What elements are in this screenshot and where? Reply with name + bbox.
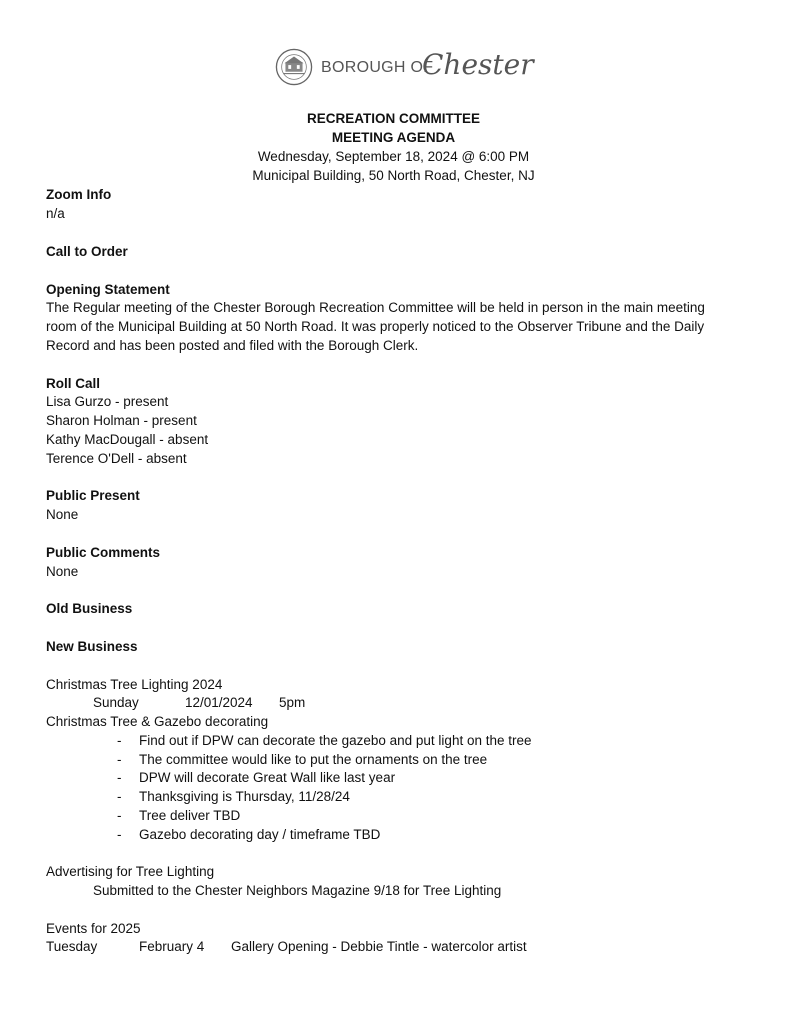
logo-name: Chester — [422, 48, 534, 81]
title-committee: RECREATION COMMITTEE — [307, 111, 480, 126]
call-to-order-heading: Call to Order — [46, 244, 128, 259]
tree-lighting-title: Christmas Tree Lighting 2024 — [46, 677, 223, 692]
list-bullet: - — [117, 789, 122, 804]
opening-line: The Regular meeting of the Chester Borough Recreation Committee will be held in person in the main meeting — [46, 300, 705, 315]
advertising-title: Advertising for Tree Lighting — [46, 864, 215, 879]
tree-lighting-day: Sunday — [93, 695, 139, 710]
meeting-date: Wednesday, September 18, 2024 @ 6:00 PM — [257, 149, 530, 164]
event-description: Gallery Opening - Debbie Tintle - watercolor artist — [231, 939, 527, 954]
decorating-item: The committee would like to put the ornaments on the tree — [139, 752, 488, 767]
tree-lighting-time: 5pm — [279, 695, 306, 710]
opening-heading: Opening Statement — [46, 282, 170, 297]
meeting-location: Municipal Building, 50 North Road, Chester, NJ — [252, 168, 535, 183]
opening-line: room of the Municipal Building at 50 North Road. It was properly noticed to the Observer Tribune and the Daily — [46, 319, 705, 334]
roll-call-member: Kathy MacDougall - absent — [46, 432, 209, 447]
decorating-title: Christmas Tree & Gazebo decorating — [46, 714, 269, 729]
decorating-item: Tree deliver TBD — [139, 808, 241, 823]
advertising-detail: Submitted to the Chester Neighbors Magazine 9/18 for Tree Lighting — [93, 883, 502, 898]
new-business-heading: New Business — [46, 639, 138, 654]
roll-call-heading: Roll Call — [46, 376, 101, 391]
zoom-heading: Zoom Info — [46, 187, 112, 202]
list-bullet: - — [117, 733, 122, 748]
public-comments-value: None — [46, 564, 79, 579]
zoom-value: n/a — [46, 206, 65, 221]
list-bullet: - — [117, 808, 122, 823]
borough-seal-icon — [275, 48, 313, 86]
title-agenda: MEETING AGENDA — [331, 130, 456, 145]
list-bullet: - — [117, 827, 122, 842]
roll-call-member: Sharon Holman - present — [46, 413, 197, 428]
list-bullet: - — [117, 752, 122, 767]
decorating-item: Gazebo decorating day / timeframe TBD — [139, 827, 381, 842]
events-title: Events for 2025 — [46, 921, 141, 936]
roll-call-member: Terence O'Dell - absent — [46, 451, 187, 466]
list-bullet: - — [117, 770, 122, 785]
decorating-item: Thanksgiving is Thursday, 11/28/24 — [139, 789, 350, 804]
event-date: February 4 — [139, 939, 205, 954]
public-comments-heading: Public Comments — [46, 545, 161, 560]
event-day: Tuesday — [46, 939, 98, 954]
public-present-value: None — [46, 507, 79, 522]
roll-call-member: Lisa Gurzo - present — [46, 394, 169, 409]
public-present-heading: Public Present — [46, 488, 140, 503]
logo-prefix: BOROUGH OF — [321, 59, 434, 76]
decorating-item: DPW will decorate Great Wall like last year — [139, 770, 396, 785]
opening-line: Record and has been posted and filed with the Borough Clerk. — [46, 338, 419, 353]
old-business-heading: Old Business — [46, 601, 133, 616]
borough-logo — [275, 46, 534, 90]
tree-lighting-date: 12/01/2024 — [185, 695, 253, 710]
decorating-item: Find out if DPW can decorate the gazebo and put light on the tree — [139, 733, 532, 748]
